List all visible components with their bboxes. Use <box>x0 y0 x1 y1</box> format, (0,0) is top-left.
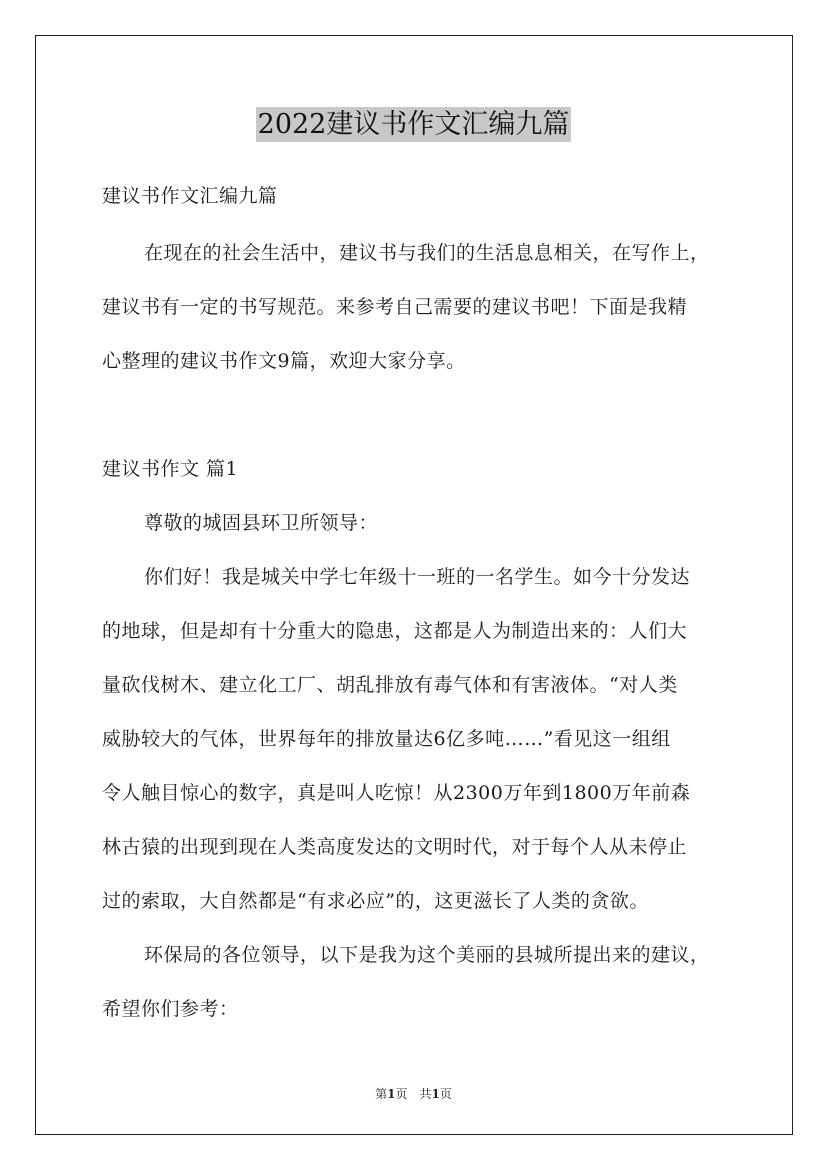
section-heading: 建议书作文 篇1 <box>102 458 239 480</box>
footer-page-total: 1 <box>431 1087 440 1101</box>
footer-page-number: 1 <box>387 1087 396 1101</box>
body-line: 的地球，但是却有十分重大的隐患，这都是人为制造出来的：人们大 <box>102 620 688 642</box>
document-subtitle: 建议书作文汇编九篇 <box>102 185 278 207</box>
intro-line: 建议书有一定的书写规范。来参考自己需要的建议书吧！下面是我精 <box>102 296 688 318</box>
footer-mid: 页 共 <box>395 1087 432 1101</box>
document-title-text: 2022建议书作文汇编九篇 <box>257 109 570 140</box>
salutation: 尊敬的城固县环卫所领导： <box>144 512 379 534</box>
closing-line: 希望你们参考： <box>102 998 239 1020</box>
document-title <box>0 102 827 141</box>
intro-line: 心整理的建议书作文9篇，欢迎大家分享。 <box>102 350 466 372</box>
body-line: 林古猿的出现到现在人类高度发达的文明时代，对于每个人从未停止 <box>102 836 688 858</box>
body-line: 量砍伐树木、建立化工厂、胡乱排放有毒气体和有害液体。“对人类 <box>102 674 678 696</box>
page-footer <box>0 1085 827 1102</box>
body-line: 过的索取，大自然都是“有求必应”的，这更滋长了人类的贪欲。 <box>102 890 649 912</box>
closing-line: 环保局的各位领导，以下是我为这个美丽的县城所提出来的建议， <box>144 944 710 966</box>
body-line: 你们好！我是城关中学七年级十一班的一名学生。如今十分发达 <box>144 566 691 588</box>
footer-suffix: 页 <box>439 1087 452 1101</box>
body-line: 令人触目惊心的数字，真是叫人吃惊！从2300万年到1800万年前森 <box>102 782 691 804</box>
intro-line: 在现在的社会生活中，建议书与我们的生活息息相关，在写作上， <box>144 242 710 264</box>
footer-prefix: 第 <box>375 1087 388 1101</box>
body-line: 威胁较大的气体，世界每年的排放量达6亿多吨……”看见这一组组 <box>102 728 671 750</box>
